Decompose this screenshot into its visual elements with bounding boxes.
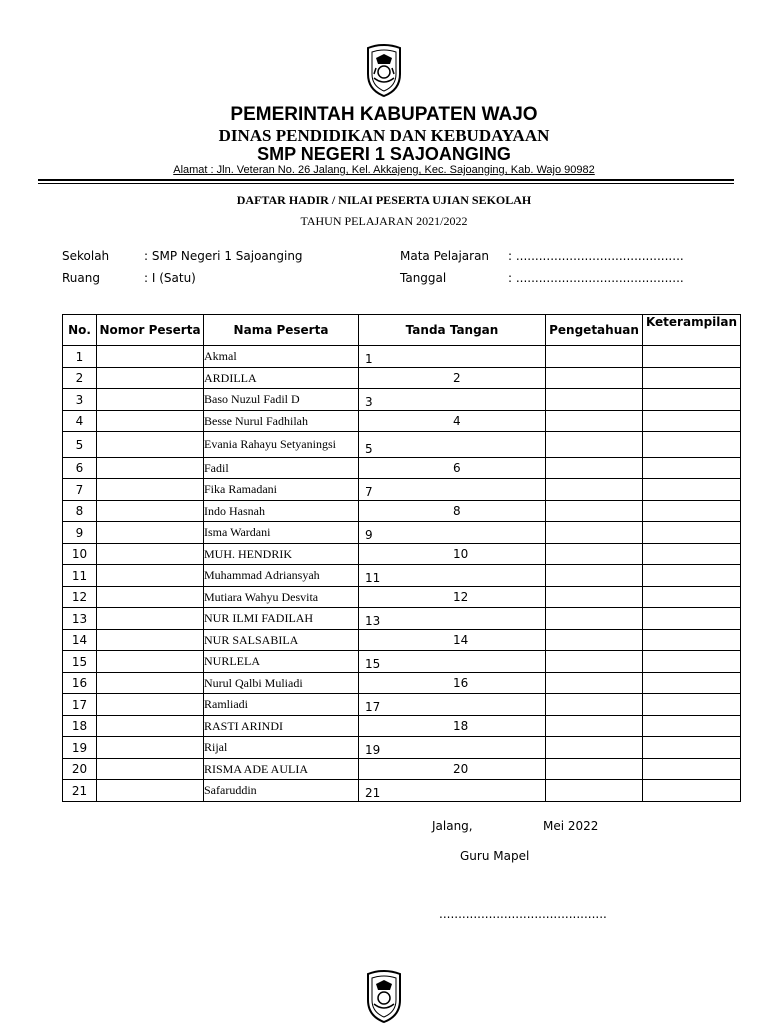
table-row [63,479,741,501]
row-nama-peserta: ARDILLA [204,368,359,389]
mapel-value: : ............................................ [508,249,684,263]
col-header-pengetahuan: Pengetahuan [546,315,643,346]
row-pengetahuan [546,411,643,432]
row-pengetahuan [546,389,643,411]
row-nomor-peserta [97,458,204,479]
row-nama-peserta: Ramliadi [204,694,359,716]
row-keterampilan [643,651,741,673]
table-row [63,737,741,759]
regency-crest-icon [362,44,406,98]
header-government: PEMERINTAH KABUPATEN WAJO [230,104,538,125]
row-pengetahuan [546,694,643,716]
row-keterampilan [643,522,741,544]
table-row [63,780,741,802]
table-row [63,716,741,737]
row-pengetahuan [546,432,643,458]
attendance-table [62,314,741,802]
ruang-label: Ruang [62,271,100,285]
regency-crest-icon [362,970,406,1024]
row-pengetahuan [546,565,643,587]
table-row [63,759,741,780]
academic-year: TAHUN PELAJARAN 2021/2022 [300,214,468,228]
mapel-label: Mata Pelajaran [400,249,490,263]
row-nomor-peserta [97,565,204,587]
row-tanda-tangan: 13 [359,608,546,630]
row-keterampilan [643,479,741,501]
row-nomor-peserta [97,346,204,368]
row-pengetahuan [546,544,643,565]
row-nama-peserta: Evania Rahayu Setyaningsi [204,432,359,458]
row-nomor-peserta [97,673,204,694]
row-number: 7 [63,479,97,501]
row-nama-peserta: MUH. HENDRIK [204,544,359,565]
row-number: 14 [63,630,97,651]
row-tanda-tangan: 5 [359,432,546,458]
row-tanda-tangan: 17 [359,694,546,716]
row-keterampilan [643,432,741,458]
row-number: 6 [63,458,97,479]
col-header-nama-peserta: Nama Peserta [204,315,359,346]
row-nomor-peserta [97,759,204,780]
col-header-tanda-tangan: Tanda Tangan [359,315,546,346]
signature-role: Guru Mapel [460,849,530,863]
row-number: 20 [63,759,97,780]
row-number: 16 [63,673,97,694]
row-number: 5 [63,432,97,458]
row-nomor-peserta [97,651,204,673]
row-nama-peserta: Fika Ramadani [204,479,359,501]
table-row [63,694,741,716]
row-nama-peserta: Fadil [204,458,359,479]
row-keterampilan [643,501,741,522]
row-pengetahuan [546,479,643,501]
row-nama-peserta: Besse Nurul Fadhilah [204,411,359,432]
row-keterampilan [643,411,741,432]
row-keterampilan [643,608,741,630]
table-row [63,522,741,544]
row-nomor-peserta [97,737,204,759]
row-tanda-tangan: 10 [359,544,546,565]
row-tanda-tangan: 1 [359,346,546,368]
table-row [63,389,741,411]
header-address: Alamat : Jln. Veteran No. 26 Jalang, Kel. Akkajeng, Kec. Sajoanging, Kab. Wajo 90982 [173,164,595,176]
row-keterampilan [643,716,741,737]
row-nama-peserta: NUR ILMI FADILAH [204,608,359,630]
table-row [63,630,741,651]
table-row [63,411,741,432]
row-nomor-peserta [97,716,204,737]
header-department: DINAS PENDIDIKAN DAN KEBUDAYAAN [218,126,550,145]
row-tanda-tangan: 16 [359,673,546,694]
row-pengetahuan [546,759,643,780]
row-nama-peserta: NUR SALSABILA [204,630,359,651]
row-number: 2 [63,368,97,389]
row-nama-peserta: Muhammad Adriansyah [204,565,359,587]
row-tanda-tangan: 20 [359,759,546,780]
row-number: 4 [63,411,97,432]
row-tanda-tangan: 19 [359,737,546,759]
row-tanda-tangan: 21 [359,780,546,802]
row-tanda-tangan: 7 [359,479,546,501]
row-number: 9 [63,522,97,544]
row-nama-peserta: RISMA ADE AULIA [204,759,359,780]
row-nama-peserta: NURLELA [204,651,359,673]
signature-place: Jalang, [432,819,473,833]
ruang-value: : I (Satu) [144,271,196,285]
row-tanda-tangan: 9 [359,522,546,544]
row-pengetahuan [546,737,643,759]
signature-date: Mei 2022 [543,819,599,833]
row-nama-peserta: Nurul Qalbi Muliadi [204,673,359,694]
table-row [63,368,741,389]
row-tanda-tangan: 4 [359,411,546,432]
row-keterampilan [643,346,741,368]
row-nama-peserta: Rijal [204,737,359,759]
row-nomor-peserta [97,411,204,432]
table-row [63,544,741,565]
table-row [63,651,741,673]
row-pengetahuan [546,458,643,479]
header-divider-thick [38,179,734,181]
table-row [63,458,741,479]
row-pengetahuan [546,651,643,673]
row-tanda-tangan: 15 [359,651,546,673]
row-number: 21 [63,780,97,802]
row-keterampilan [643,630,741,651]
row-nama-peserta: Mutiara Wahyu Desvita [204,587,359,608]
row-nama-peserta: RASTI ARINDI [204,716,359,737]
row-pengetahuan [546,780,643,802]
row-tanda-tangan: 12 [359,587,546,608]
row-tanda-tangan: 14 [359,630,546,651]
row-nomor-peserta [97,479,204,501]
row-keterampilan [643,368,741,389]
row-nomor-peserta [97,368,204,389]
row-nomor-peserta [97,608,204,630]
col-header-keterampilan: Keterampilan [643,315,741,346]
tanggal-value: : ............................................ [508,271,684,285]
table-header-row [63,315,741,346]
table-row [63,501,741,522]
row-pengetahuan [546,716,643,737]
sekolah-value: : SMP Negeri 1 Sajoanging [144,249,303,263]
row-keterampilan [643,759,741,780]
table-row [63,608,741,630]
row-keterampilan [643,780,741,802]
document-title: DAFTAR HADIR / NILAI PESERTA UJIAN SEKOLAH [236,193,532,207]
row-nama-peserta: Isma Wardani [204,522,359,544]
row-number: 11 [63,565,97,587]
row-number: 8 [63,501,97,522]
table-row [63,587,741,608]
row-nomor-peserta [97,432,204,458]
row-pengetahuan [546,346,643,368]
col-header-nomor-peserta: Nomor Peserta [97,315,204,346]
row-number: 10 [63,544,97,565]
row-nomor-peserta [97,630,204,651]
row-number: 1 [63,346,97,368]
row-keterampilan [643,587,741,608]
row-number: 15 [63,651,97,673]
row-nomor-peserta [97,501,204,522]
row-nomor-peserta [97,694,204,716]
row-keterampilan [643,737,741,759]
row-number: 19 [63,737,97,759]
table-row [63,432,741,458]
row-nama-peserta: Safaruddin [204,780,359,802]
table-row [63,673,741,694]
row-number: 18 [63,716,97,737]
sekolah-label: Sekolah [62,249,110,263]
row-tanda-tangan: 8 [359,501,546,522]
row-number: 17 [63,694,97,716]
row-keterampilan [643,673,741,694]
header-school: SMP NEGERI 1 SAJOANGING [257,144,511,164]
row-number: 3 [63,389,97,411]
row-keterampilan [643,389,741,411]
row-nomor-peserta [97,389,204,411]
row-pengetahuan [546,501,643,522]
row-number: 12 [63,587,97,608]
row-pengetahuan [546,522,643,544]
tanggal-label: Tanggal [400,271,447,285]
row-nama-peserta: Baso Nuzul Fadil D [204,389,359,411]
row-keterampilan [643,694,741,716]
row-pengetahuan [546,630,643,651]
row-pengetahuan [546,608,643,630]
row-nama-peserta: Indo Hasnah [204,501,359,522]
row-pengetahuan [546,368,643,389]
table-row [63,565,741,587]
row-nama-peserta: Akmal [204,346,359,368]
row-keterampilan [643,544,741,565]
row-tanda-tangan: 2 [359,368,546,389]
row-nomor-peserta [97,587,204,608]
row-tanda-tangan: 3 [359,389,546,411]
header-divider-thin [38,183,734,184]
table-row [63,346,741,368]
row-tanda-tangan: 11 [359,565,546,587]
row-pengetahuan [546,587,643,608]
row-nomor-peserta [97,522,204,544]
row-nomor-peserta [97,780,204,802]
row-keterampilan [643,565,741,587]
row-pengetahuan [546,673,643,694]
row-number: 13 [63,608,97,630]
row-tanda-tangan: 18 [359,716,546,737]
row-keterampilan [643,458,741,479]
col-header-no: No. [63,315,97,346]
row-nomor-peserta [97,544,204,565]
signature-line: ............................................ [439,907,607,921]
row-tanda-tangan: 6 [359,458,546,479]
